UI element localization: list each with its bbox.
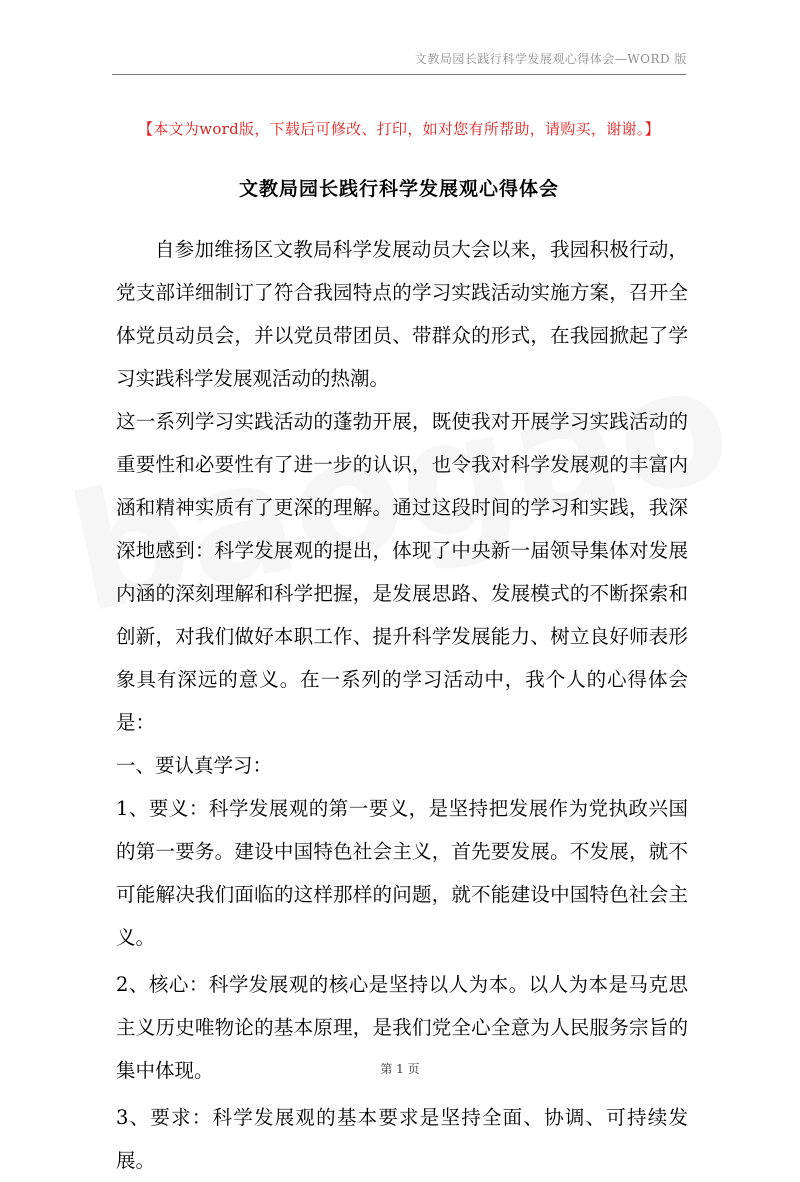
section-heading-study: 一、要认真学习：: [116, 754, 273, 777]
page-number: 第 1 页: [380, 1062, 420, 1076]
document-title: 文教局园长践行科学发展观心得体会: [238, 178, 559, 200]
purchase-notice: 【本文为word版，下载后可修改、打印，如对您有所帮助，请购买，谢谢。】: [138, 120, 660, 138]
list-item-essence: 1、要义：科学发展观的第一要义，是坚持把发展作为党执政兴国的第一要务。建设中国特色社会主义，首先要发展。不发展，就不可能解决我们面临的这样那样的问题，就不能建设中国特色社会主义。: [116, 797, 688, 949]
paragraph-intro: 自参加维扬区文教局科学发展动员大会以来，我园积极行动，党支部详细制订了符合我园特点的学习实践活动实施方案，召开全体党员动员会，并以党员带团员、带群众的形式，在我园掀起了学习实践科学发展观活动的热潮。: [116, 238, 688, 390]
header-divider: [112, 74, 686, 75]
document-body: [116, 228, 688, 1182]
list-item-core: 2、核心：科学发展观的核心是坚持以人为本。以人为本是马克思主义历史唯物论的基本原理，是我们党全心全意为人民服务宗旨的集中体现。: [116, 973, 688, 1082]
list-item-requirement: 3、要求：科学发展观的基本要求是坚持全面、协调、可持续发展。: [116, 1106, 688, 1172]
running-header: 文教局园长践行科学发展观心得体会—WORD 版: [414, 52, 687, 66]
paragraph-reflection: 这一系列学习实践活动的蓬勃开展，既使我对开展学习实践活动的重要性和必要性有了进一步的认识，也令我对科学发展观的丰富内涵和精神实质有了更深的理解。通过这段时间的学习和实践，我深深地感到：科学发展观的提出，体现了中央新一届领导集体对发展内涵的深刻理解和科学把握，是发展思路、发展模式的不断探索和创新，对我们做好本职工作、提升科学发展能力、树立良好师表形象具有深远的意义。在一系列的学习活动中，我个人的心得体会是：: [116, 410, 688, 734]
